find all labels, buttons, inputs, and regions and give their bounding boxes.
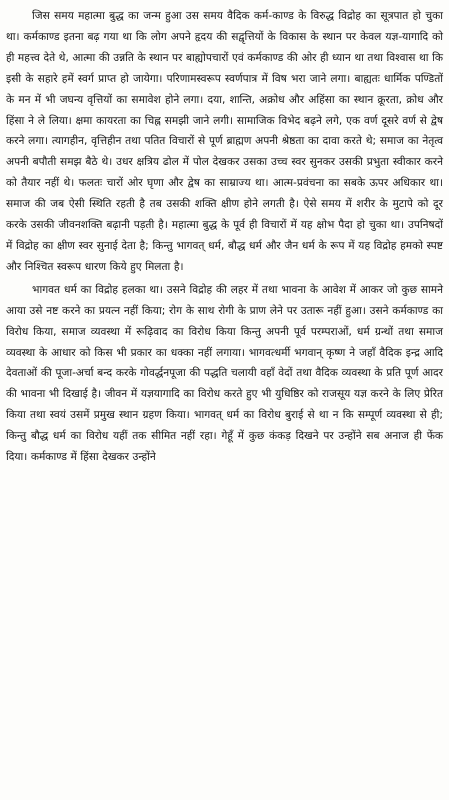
paragraph-2: भागवत धर्म का विद्रोह हलका था। उसने विद्रोह की लहर में तथा भावना के आवेश में आकर जो कुछ सामने आया उसे नष्ट करने का प्रयत्न नहीं किया; रोग के साथ रोगी के प्राण लेने पर उतारू नहीं हुआ। उसने कर्मकाण्ड का विरोध किया, समाज व्यवस्था में रूढ़िवाद का विरोध किया किन्तु अपनी पूर्व परम्पराओं, धर्म ग्रन्थों तथा समाज व्यवस्था के आधार को किस भी प्रकार का धक्का नहीं लगाया। भागवत्धर्मी भगवान् कृष्ण ने जहाँ वैदिक इन्द्र आदि देवताओं की पूजा-अर्चा बन्द करके गोवर्द्धनपूजा की पद्धति चलायी वहाँ वेदों तथा वैदिक व्यवस्था के प्रति पूर्ण आदर की भावना भी दिखाई है। जीवन में यज्ञयागादि का विरोध करते हुए भी युधिष्ठिर को राजसूय यज्ञ करने के लिए प्रेरित किया तथा स्वयं उसमें प्रमुख स्थान ग्रहण किया। भागवत् धर्म का विरोध बुराई से था न कि सम्पूर्ण व्यवस्था से ही; किन्तु बौद्ध धर्म का विरोध यहीं तक सीमित नहीं रहा। गेहूँ में कुछ कंकड़ दिखने पर उन्होंने सब अनाज ही फेंक दिया। कर्मकाण्ड में हिंसा देखकर उन्होंने — [6, 283, 443, 464]
paragraph-1: जिस समय महात्मा बुद्ध का जन्म हुआ उस समय वैदिक कर्म-काण्ड के विरुद्ध विद्रोह का सूत्रपात हो चुका था। कर्मकाण्ड इतना बढ़ गया था कि लोग अपने हृदय की सद्वृत्तियों के विकास के स्थान पर केवल यज्ञ-यागादि को ही महत्त्व देते थे, आत्मा की उन्नति के स्थान पर बाह्योपचारों एवं कर्मकाण्ड की ओर ही ध्यान था तथा विश्वास था कि इसी के सहारे हमें स्वर्ग प्राप्त हो जायेगा। परिणामस्वरूप स्वर्णपात्र में विष भरा जाने लगा। बाह्यतः धार्मिक पण्डितों के मन में भी जघन्य वृत्तियों का समावेश होने लगा। दया, शान्ति, अक्रोध और अहिंसा का स्थान क्रूरता, क्रोध और हिंसा ने ले लिया। क्षमा कायरता का चिह्न समझी जाने लगी। सामाजिक विभेद बढ़ने लगे, एक वर्ण दूसरे वर्ण से द्वेष करने लगा। त्यागहीन, वृत्तिहीन तथा पतित विचारों से पूर्ण ब्राह्मण अपनी श्रेष्ठता का दावा करते थे; समाज का नेतृत्व अपनी बपौती समझ बैठे थे। उधर क्षत्रिय ढोल में पोल देखकर उसका उच्च स्वर सुनकर उसकी प्रभुता स्वीकार करने को तैयार नहीं थे। फलतः चारों ओर घृणा और द्वेष का साम्राज्य था। आत्म-प्रवंचना का सबके ऊपर अधिकार था। समाज की जब ऐसी स्थिति रहती है तब उसकी शक्ति क्षीण होने लगती है। ऐसे समय में शरीर के मुटापे को दूर करके उसकी जीवनशक्ति बढ़ानी पड़ती है। महात्मा बुद्ध के पूर्व ही विचारों में यह क्षोभ पैदा हो चुका था। उपनिषदों में विद्रोह का क्षीण स्वर सुनाई देता है; किन्तु भागवत् धर्म, बौद्ध धर्म और जैन धर्म के रूप में यह विद्रोह हमको स्पष्ट और निश्चित स्वरूप धारण किये हुए मिलता है। — [6, 10, 443, 273]
